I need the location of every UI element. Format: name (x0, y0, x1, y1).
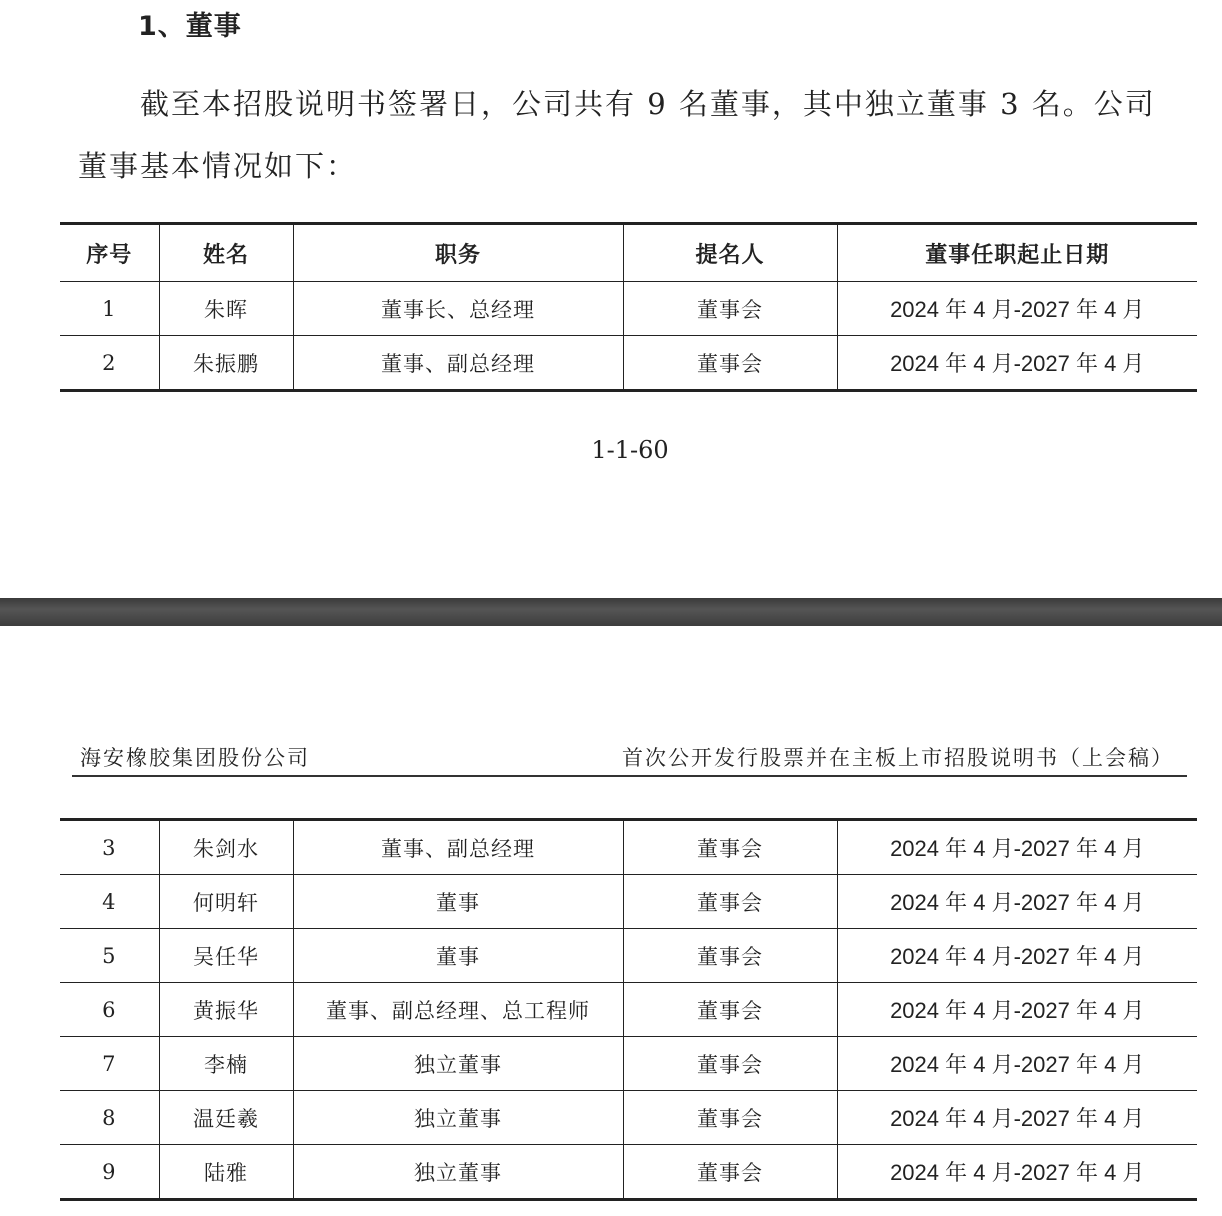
table-header-row (60, 224, 1197, 282)
cell-seq: 4 (60, 875, 159, 929)
page-top (0, 0, 1222, 598)
cell-term: 2024 年 4 月-2027 年 4 月 (837, 1145, 1197, 1200)
table-row (60, 929, 1197, 983)
cell-nominator: 董事会 (623, 1037, 837, 1091)
header-nominator: 提名人 (623, 224, 837, 282)
cell-position: 独立董事 (293, 1091, 623, 1145)
cell-position: 董事、副总经理 (293, 336, 623, 391)
cell-nominator: 董事会 (623, 983, 837, 1037)
cell-nominator: 董事会 (623, 1145, 837, 1200)
cell-position: 董事 (293, 875, 623, 929)
table-row (60, 1145, 1197, 1200)
cell-nominator: 董事会 (623, 875, 837, 929)
cell-term: 2024 年 4 月-2027 年 4 月 (837, 282, 1197, 336)
table-row (60, 1091, 1197, 1145)
cell-term: 2024 年 4 月-2027 年 4 月 (837, 1037, 1197, 1091)
cell-seq: 3 (60, 820, 159, 875)
table-row (60, 875, 1197, 929)
intro-paragraph-line-1: 截至本招股说明书签署日，公司共有 9 名董事，其中独立董事 3 名。公司 (140, 87, 1156, 121)
cell-nominator: 董事会 (623, 929, 837, 983)
cell-position: 董事长、总经理 (293, 282, 623, 336)
cell-nominator: 董事会 (623, 820, 837, 875)
cell-nominator: 董事会 (623, 336, 837, 391)
table-row (60, 336, 1197, 391)
header-position: 职务 (293, 224, 623, 282)
cell-seq: 6 (60, 983, 159, 1037)
header-seq: 序号 (60, 224, 159, 282)
cell-position: 独立董事 (293, 1145, 623, 1200)
cell-term: 2024 年 4 月-2027 年 4 月 (837, 1091, 1197, 1145)
header-name: 姓名 (159, 224, 293, 282)
cell-nominator: 董事会 (623, 282, 837, 336)
cell-position: 董事、副总经理 (293, 820, 623, 875)
page-separator (0, 598, 1222, 626)
intro-paragraph-line-2: 董事基本情况如下： (78, 149, 358, 183)
cell-term: 2024 年 4 月-2027 年 4 月 (837, 820, 1197, 875)
cell-term: 2024 年 4 月-2027 年 4 月 (837, 929, 1197, 983)
cell-name: 温廷羲 (159, 1091, 293, 1145)
cell-term: 2024 年 4 月-2027 年 4 月 (837, 875, 1197, 929)
directors-table-part-1 (60, 222, 1197, 392)
cell-name: 黄振华 (159, 983, 293, 1037)
table-row (60, 820, 1197, 875)
directors-table-part-2 (60, 818, 1197, 1201)
cell-name: 陆雅 (159, 1145, 293, 1200)
cell-seq: 5 (60, 929, 159, 983)
cell-position: 董事 (293, 929, 623, 983)
table-row (60, 1037, 1197, 1091)
cell-seq: 7 (60, 1037, 159, 1091)
cell-position: 独立董事 (293, 1037, 623, 1091)
cell-term: 2024 年 4 月-2027 年 4 月 (837, 336, 1197, 391)
cell-seq: 2 (60, 336, 159, 391)
section-heading: 1、董事 (138, 11, 242, 42)
running-header-rule (72, 775, 1187, 777)
cell-term: 2024 年 4 月-2027 年 4 月 (837, 983, 1197, 1037)
cell-name: 李楠 (159, 1037, 293, 1091)
cell-name: 何明轩 (159, 875, 293, 929)
cell-name: 朱振鹏 (159, 336, 293, 391)
running-header-company: 海安橡胶集团股份公司 (80, 746, 310, 770)
cell-name: 吴任华 (159, 929, 293, 983)
cell-nominator: 董事会 (623, 1091, 837, 1145)
cell-seq: 8 (60, 1091, 159, 1145)
table-row (60, 282, 1197, 336)
cell-seq: 1 (60, 282, 159, 336)
cell-seq: 9 (60, 1145, 159, 1200)
running-header-document-title: 首次公开发行股票并在主板上市招股说明书（上会稿） (622, 746, 1174, 770)
page-number: 1-1-60 (591, 436, 669, 464)
cell-name: 朱剑水 (159, 820, 293, 875)
cell-name: 朱晖 (159, 282, 293, 336)
table-row (60, 983, 1197, 1037)
cell-position: 董事、副总经理、总工程师 (293, 983, 623, 1037)
header-term: 董事任职起止日期 (837, 224, 1197, 282)
